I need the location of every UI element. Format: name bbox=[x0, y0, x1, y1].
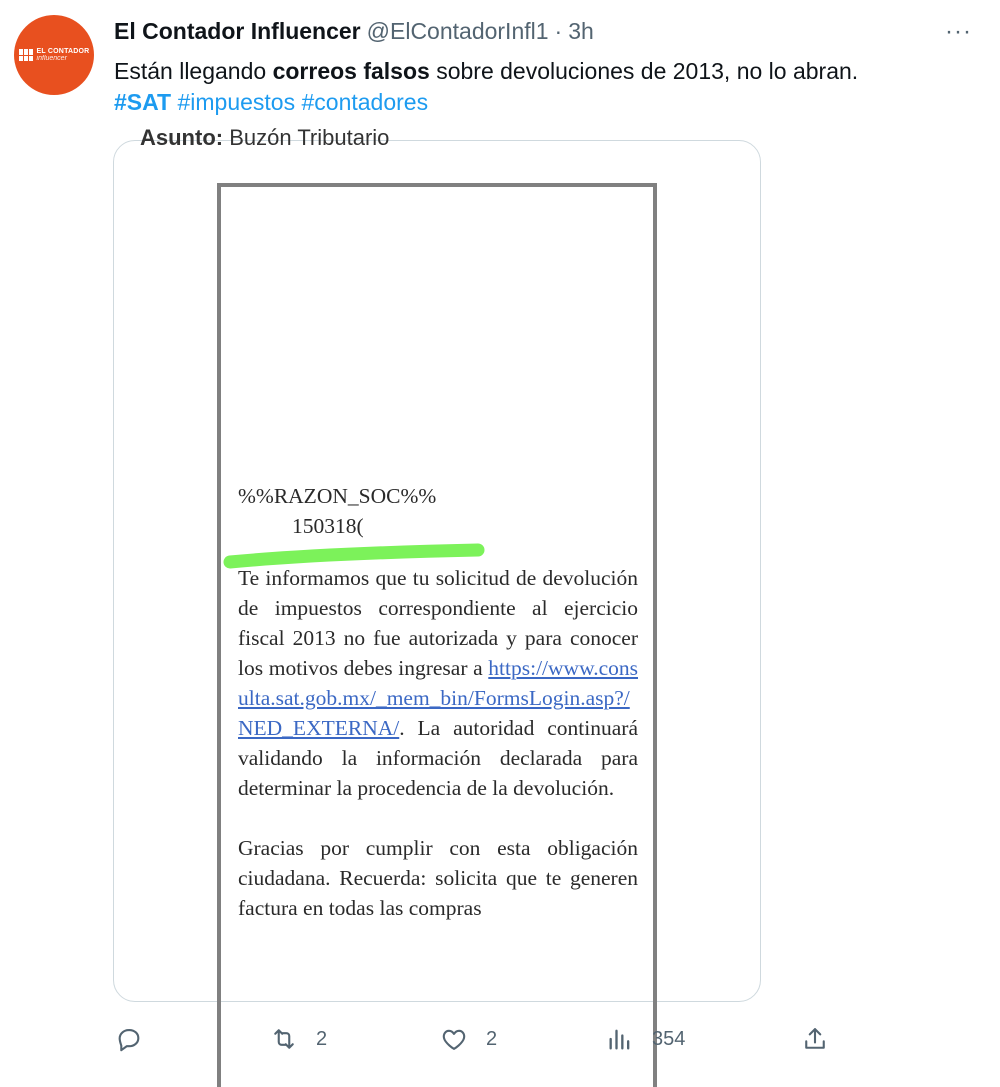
author-handle[interactable]: @ElContadorInfl1 bbox=[366, 17, 549, 44]
share-button[interactable] bbox=[801, 1015, 829, 1063]
views-count: 354 bbox=[652, 1027, 686, 1050]
email-paragraph-1 bbox=[238, 563, 638, 803]
avatar-logo-line2: influencer bbox=[36, 55, 67, 62]
email-paragraph-start: Te informamos que tu solicitud de devolución de impuestos correspondiente al ejercicio fiscal 2013 no fue autorizada y para conocer los motivos debes ingresar a bbox=[238, 566, 638, 680]
tweet-text-part2: sobre devoluciones de 2013, no lo abran. bbox=[429, 58, 859, 84]
phishing-link[interactable]: https://www.consulta.sat.gob.mx/_mem_bin/FormsLogin.asp?/NED_EXTERNA/ bbox=[238, 656, 638, 740]
email-paragraph-2: Gracias por cumplir con esta obligación ciudadana. Recuerda: solicita que te generen factura en todas las compras bbox=[238, 836, 638, 920]
retweet-count: 2 bbox=[316, 1027, 328, 1050]
avatar[interactable] bbox=[14, 15, 94, 95]
more-options-icon[interactable]: ··· bbox=[945, 18, 972, 45]
share-icon bbox=[801, 1025, 829, 1053]
tweet-text-part1: Están llegando bbox=[114, 58, 273, 84]
tweet-header bbox=[114, 17, 594, 45]
logo-grid-icon bbox=[19, 49, 33, 61]
hashtag-sat[interactable]: #SAT bbox=[114, 89, 172, 115]
email-subject-label: Asunto: bbox=[140, 125, 224, 150]
retweet-button[interactable] bbox=[270, 1015, 327, 1063]
like-button[interactable] bbox=[440, 1015, 497, 1063]
views-button[interactable] bbox=[606, 1015, 685, 1063]
razon-social: %%RAZON_SOC%% bbox=[238, 484, 437, 508]
separator: · bbox=[554, 17, 563, 44]
views-icon bbox=[606, 1025, 634, 1053]
author-name[interactable]: El Contador Influencer bbox=[114, 17, 361, 44]
account-number: 150318( bbox=[292, 514, 364, 538]
heart-icon bbox=[440, 1025, 468, 1053]
reply-button[interactable] bbox=[115, 1015, 161, 1063]
email-subject bbox=[140, 125, 389, 151]
email-subject-value: Buzón Tributario bbox=[229, 125, 390, 150]
tweet-actions bbox=[0, 1015, 1000, 1063]
email-document bbox=[217, 183, 657, 1087]
like-count: 2 bbox=[486, 1027, 498, 1050]
retweet-icon bbox=[270, 1025, 298, 1053]
avatar-logo bbox=[19, 48, 90, 62]
email-paragraph-end: . La autoridad continuará validando la información declarada para determinar la procedencia de la devolución. bbox=[238, 716, 638, 800]
tweet-text-bold: correos falsos bbox=[272, 58, 430, 84]
reply-icon bbox=[115, 1025, 143, 1053]
tweet-time[interactable]: 3h bbox=[568, 17, 594, 44]
tweet-image[interactable] bbox=[113, 125, 761, 1002]
hashtag-contadores[interactable]: #contadores bbox=[301, 89, 429, 115]
avatar-logo-line1: EL CONTADOR bbox=[36, 48, 90, 55]
tweet-text bbox=[114, 56, 974, 118]
hashtag-impuestos[interactable]: #impuestos bbox=[177, 89, 296, 115]
